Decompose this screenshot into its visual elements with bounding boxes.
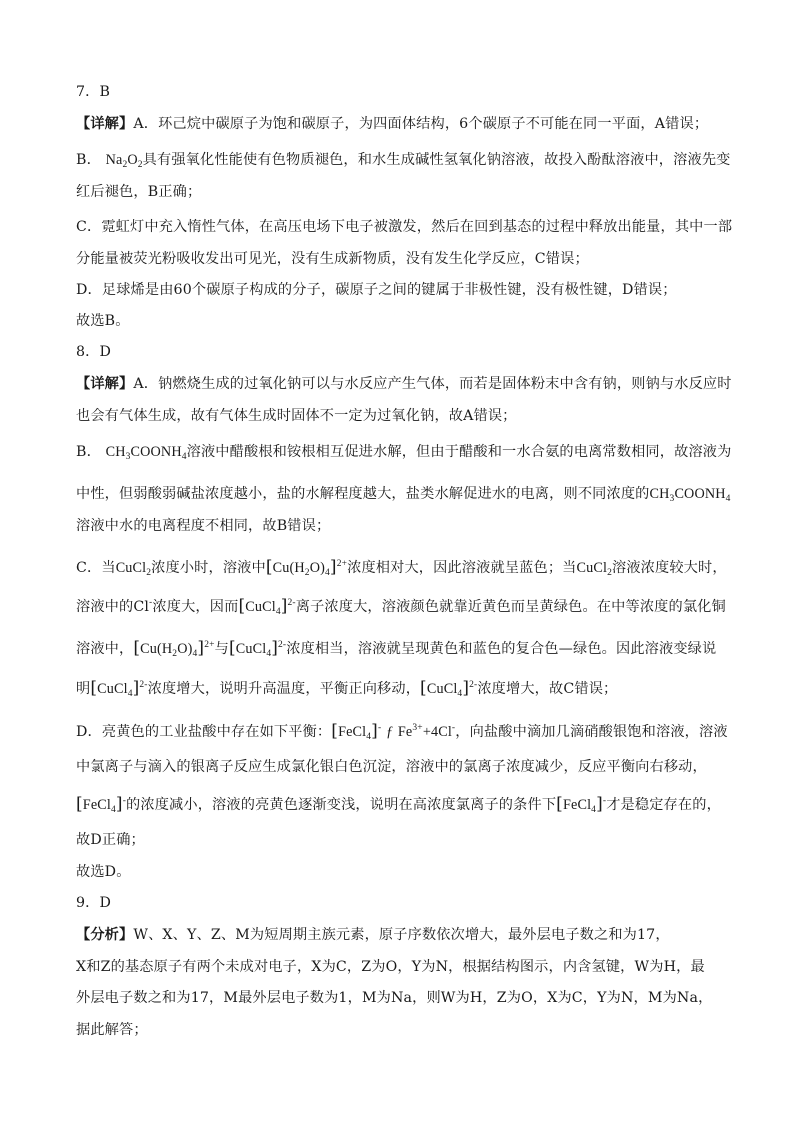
q8-c-text: 浓度小时，溶液中 xyxy=(151,560,266,576)
f-charge: - xyxy=(149,597,153,608)
q8-number: 8．D xyxy=(76,344,112,360)
q8-option-c-line1 xyxy=(76,557,734,578)
cucl2-formula xyxy=(116,560,151,576)
na2o2-formula xyxy=(106,152,143,168)
bracket: [ xyxy=(133,638,141,658)
bracket: ] xyxy=(371,721,378,741)
f-sub: 4 xyxy=(457,689,463,699)
q8-c-text: 与 xyxy=(214,641,229,657)
q7-option-d xyxy=(76,280,734,300)
f-charge: 3+ xyxy=(412,723,423,733)
q8-option-b-line2 xyxy=(76,484,734,504)
f-sub: 2 xyxy=(122,160,128,170)
bracket: [ xyxy=(238,596,246,616)
q8-d-text: 才是稳定存在的， xyxy=(606,797,721,813)
q8-end-text: 故选D。 xyxy=(76,864,131,880)
q7-detail-tag: 【详解】 xyxy=(76,116,134,132)
bracket: [ xyxy=(228,638,236,658)
q7-option-b-line2 xyxy=(76,182,734,202)
q8-option-d-line2 xyxy=(76,757,734,777)
cucl4-complex xyxy=(90,678,148,699)
equilibrium-symbol: ƒ xyxy=(385,724,394,740)
ch3coonh4-formula xyxy=(106,444,187,460)
q8-d-text: D．亮黄色的工业盐酸中存在如下平衡： xyxy=(76,724,332,740)
bracket: [ xyxy=(556,794,563,814)
f-charge: 2- xyxy=(287,598,296,608)
f-fecl: FeCl xyxy=(82,797,111,813)
f-na: Na xyxy=(105,152,123,168)
q7-b-label: B． xyxy=(76,152,101,168)
f-cuh: Cu(H xyxy=(140,641,173,657)
q8-option-c-line2 xyxy=(76,596,734,617)
q8-option-d-line1 xyxy=(76,721,734,742)
f-cucl: CuCl xyxy=(115,560,147,576)
q9-text4: 据此解答； xyxy=(76,1022,148,1038)
cucl4-complex xyxy=(228,638,287,659)
f-sub: 4 xyxy=(266,649,272,659)
f-coonh: COONH xyxy=(674,486,726,502)
bracket: ] xyxy=(115,794,123,814)
f-charge: 2+ xyxy=(204,640,215,650)
q8-option-a-line2 xyxy=(76,406,734,426)
f-sub: 4 xyxy=(275,607,281,617)
q7-a-text: A．环己烷中碳原子为饱和碳原子，为四面体结构，6个碳原子不可能在同一平面，A错误； xyxy=(133,116,709,132)
fecl4-complex xyxy=(556,794,607,815)
bracket: [ xyxy=(90,678,98,698)
q8-c-text: 浓度相对大，因此溶液就呈蓝色；当 xyxy=(347,560,577,576)
q8-detail-tag: 【详解】 xyxy=(76,376,134,392)
q8-c-text: 浓度增大，说明升高温度，平衡正向移动， xyxy=(147,681,421,697)
fecl4-complex xyxy=(331,721,382,742)
q7-option-c-line2 xyxy=(76,249,734,269)
f-coonh: COONH xyxy=(130,444,182,460)
q9-analysis-line3 xyxy=(76,988,734,1008)
bracket: ] xyxy=(197,638,205,658)
q7-end-text: 故选B。 xyxy=(76,313,130,329)
f-sub: 4 xyxy=(591,805,597,815)
bracket: ] xyxy=(280,596,288,616)
q8-b-label: B． xyxy=(76,444,101,460)
q7-b-text2: 红后褪色，B正确； xyxy=(76,184,202,200)
f-charge: - xyxy=(451,723,456,733)
f-sub: 2 xyxy=(146,568,152,578)
q7-option-a xyxy=(76,114,734,134)
ch3coonh4-formula xyxy=(650,486,731,502)
q8-conclusion xyxy=(76,862,734,882)
q9-analysis-line2 xyxy=(76,957,734,977)
f-sub: 2 xyxy=(607,568,612,578)
q8-c-text: 浓度增大，故C错误； xyxy=(477,681,618,697)
f-charge: 2+ xyxy=(336,559,348,569)
cucl4-complex xyxy=(420,678,478,699)
q8-option-c-line4 xyxy=(76,678,734,699)
q8-d-text4: 故D正确； xyxy=(76,832,145,848)
q8-c-text: C．当 xyxy=(76,560,116,576)
f-fe: Fe xyxy=(397,724,413,740)
q8-option-d-line3 xyxy=(76,794,734,815)
q8-c-text: 浓度大，因而 xyxy=(152,599,239,615)
q8-option-a-line1 xyxy=(76,374,734,394)
q8-c-text: 明 xyxy=(76,681,91,697)
q9-number: 9．D xyxy=(76,895,112,911)
bracket: ] xyxy=(132,678,140,698)
f-sub: 4 xyxy=(181,452,187,462)
q7-option-b-line1 xyxy=(76,150,734,170)
f-charge: 2- xyxy=(139,680,148,690)
f-sub: 4 xyxy=(725,494,731,504)
q8-c-text: 溶液中， xyxy=(76,641,134,657)
q8-answer xyxy=(76,342,734,362)
f-sub: 4 xyxy=(324,568,330,578)
f-ch: CH xyxy=(105,444,126,460)
f-cuh: Cu(H xyxy=(272,560,305,576)
fecl4-complex xyxy=(76,794,127,815)
q8-c-text: 离子浓度大，溶液颜色就靠近黄色而呈黄绿色。在中等浓度的氯化铜 xyxy=(295,599,726,615)
q9-analysis-tag: 【分析】 xyxy=(76,927,134,943)
q9-answer xyxy=(76,893,734,913)
f-sub: 4 xyxy=(366,732,372,742)
q8-c-text: 溶液中的Cl xyxy=(76,599,150,615)
f-cucl: CuCl xyxy=(235,641,267,657)
q8-a-text1: A．钠燃烧生成的过氧化钠可以与水反应产生气体，而若是固体粉末中含有钠，则钠与水反应时 xyxy=(133,376,732,392)
q8-c-text: 溶液浓度较大时， xyxy=(611,560,727,576)
f-sub: 4 xyxy=(127,689,133,699)
q9-text3: 外层电子数之和为17，M最外层电子数为1，M为Na，则W为H，Z为O，X为C，Y为N，M为Na， xyxy=(76,990,713,1006)
q8-a-text2: 也会有气体生成，故有气体生成时固体不一定为过氧化钠，故A错误； xyxy=(76,408,517,424)
f-cucl: CuCl xyxy=(576,560,608,576)
f-sub: 4 xyxy=(111,805,116,815)
q7-c-text1: C．霓虹灯中充入惰性气体，在高压电场下电子被激发，然后在回到基态的过程中释放出能量，其中一部 xyxy=(76,219,733,235)
f-sub: 3 xyxy=(669,494,675,504)
bracket: [ xyxy=(331,721,339,741)
f-ch: CH xyxy=(649,486,670,502)
fe3-ion xyxy=(398,724,455,740)
f-cucl: CuCl xyxy=(426,681,458,697)
f-charge: 2- xyxy=(469,680,478,690)
bracket: ] xyxy=(329,557,337,577)
cu-h2o-4-complex xyxy=(133,638,215,659)
q8-option-d-line4 xyxy=(76,830,734,850)
bracket: ] xyxy=(271,638,279,658)
q9-text1: W、X、Y、Z、M为短周期主族元素，原子序数依次增大，最外层电子数之和为17， xyxy=(133,927,670,943)
bracket: [ xyxy=(420,678,427,698)
bracket: [ xyxy=(265,557,273,577)
bracket: ] xyxy=(596,794,603,814)
f-cucl: CuCl xyxy=(245,599,276,615)
f-sub: 3 xyxy=(125,452,131,462)
f-sub: 2 xyxy=(172,649,178,659)
q8-d-text2: 中氯离子与滴入的银离子反应生成氯化银白色沉淀，溶液中的氯离子浓度减少，反应平衡向右移动， xyxy=(76,759,707,775)
q7-d-text: D．足球烯是由60个碳原子构成的分子，碳原子之间的键属于非极性键，没有极性键，D错误； xyxy=(76,282,677,298)
q7-c-text2: 分能量被荧光粉吸收发出可见光，没有生成新物质，没有发生化学反应，C错误； xyxy=(76,251,589,267)
f-o: O xyxy=(127,152,138,168)
cu-h2o-4-complex xyxy=(265,557,348,578)
q8-b-text1: 溶液中醋酸根和铵根相互促进水解，但由于醋酸和一水合氨的电离常数相同，故溶液为 xyxy=(186,444,732,460)
f-sub: 2 xyxy=(137,160,143,170)
f-fecl: FeCl xyxy=(338,724,367,740)
f-sub: 4 xyxy=(192,649,198,659)
f-charge: - xyxy=(377,723,382,733)
q8-option-b-line1 xyxy=(76,442,734,462)
cucl4-complex xyxy=(238,596,296,617)
bracket: ] xyxy=(462,678,470,698)
f-sub: 2 xyxy=(304,568,310,578)
q9-analysis-line1 xyxy=(76,925,734,945)
f-o: O) xyxy=(309,560,325,576)
q8-b-text3: 溶液中水的电离程度不相同，故B错误； xyxy=(76,518,331,534)
cucl2-formula xyxy=(577,560,612,576)
q9-analysis-line4 xyxy=(76,1020,734,1040)
q7-answer xyxy=(76,82,734,102)
q8-d-text: ，向盐酸中滴加几滴硝酸银饱和溶液，溶液 xyxy=(455,724,728,740)
q8-b-text2: 中性，但弱酸弱碱盐浓度越小，盐的水解程度越大，盐类水解促进水的电离，则不同浓度的 xyxy=(76,486,650,502)
q8-c-text: 浓度相当，溶液就呈现黄色和蓝色的复合色—绿色。因此溶液变绿说 xyxy=(286,641,717,657)
bracket: [ xyxy=(76,794,83,814)
q7-option-c-line1 xyxy=(76,217,734,237)
f-o: O) xyxy=(177,641,193,657)
f-cl: +4Cl xyxy=(422,724,452,740)
q7-conclusion xyxy=(76,311,734,331)
q7-b-text: 具有强氧化性能使有色物质褪色，和水生成碱性氢氧化钠溶液，故投入酚酞溶液中，溶液先变 xyxy=(142,152,731,168)
q8-d-text: 的浓度减小，溶液的亮黄色逐渐变浅，说明在高浓度氯离子的条件下 xyxy=(126,797,557,813)
f-charge: - xyxy=(602,796,607,806)
q8-option-c-line3 xyxy=(76,638,734,659)
f-cucl: CuCl xyxy=(97,681,128,697)
q8-option-b-line3 xyxy=(76,516,734,536)
f-charge: - xyxy=(122,796,127,806)
q9-text2: X和Z的基态原子有两个未成对电子，X为C，Z为O，Y为N，根据结构图示，内含氢键，W为H，最 xyxy=(76,959,705,975)
f-fecl: FeCl xyxy=(562,797,592,813)
q7-number: 7．B xyxy=(76,84,111,100)
f-charge: 2- xyxy=(278,640,287,650)
